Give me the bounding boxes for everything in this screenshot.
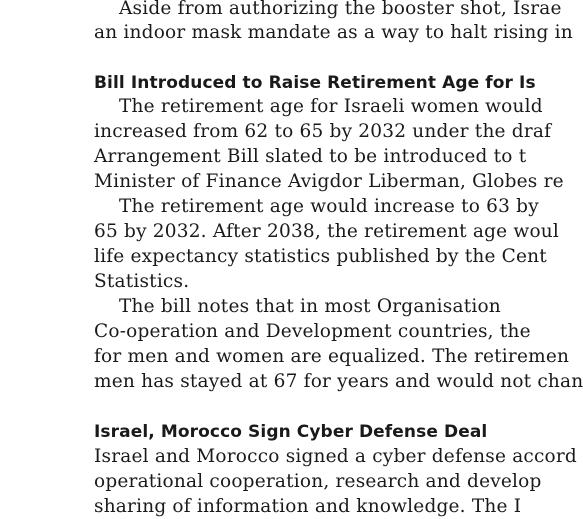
article1-line-8: Statistics.	[94, 271, 190, 292]
article1-line-12: men has stayed at 67 for years and would not chan	[94, 371, 583, 392]
article2-line-2: operational cooperation, research and develop	[94, 471, 542, 492]
article1-line-3: Arrangement Bill slated to be introduced to t	[94, 146, 527, 167]
article1-line-10: Co-operation and Development countries, the	[94, 321, 531, 342]
article-headline-retirement: Bill Introduced to Raise Retirement Age for Is	[94, 73, 536, 93]
article2-line-3: sharing of information and knowledge. The I	[94, 496, 522, 517]
intro-line-2: an indoor mask mandate as a way to halt rising in	[94, 22, 573, 43]
article1-line-4: Minister of Finance Avigdor Liberman, Globes re	[94, 171, 564, 192]
article1-line-1: The retirement age for Israeli women would	[119, 96, 543, 117]
article1-line-11: for men and women are equalized. The retiremen	[94, 346, 570, 367]
intro-line-1: Aside from authorizing the booster shot, Israe	[119, 0, 562, 19]
article1-line-9: The bill notes that in most Organisation	[119, 296, 501, 317]
article-headline-cyber: Israel, Morocco Sign Cyber Defense Deal	[94, 422, 488, 442]
article1-line-2: increased from 62 to 65 by 2032 under the draf	[94, 121, 552, 142]
article1-line-5: The retirement age would increase to 63 by	[119, 196, 539, 217]
article2-line-1: Israel and Morocco signed a cyber defense accord	[94, 446, 577, 467]
article1-line-6: 65 by 2032. After 2038, the retirement age woul	[94, 221, 560, 242]
article1-line-7: life expectancy statistics published by the Cent	[94, 246, 547, 267]
